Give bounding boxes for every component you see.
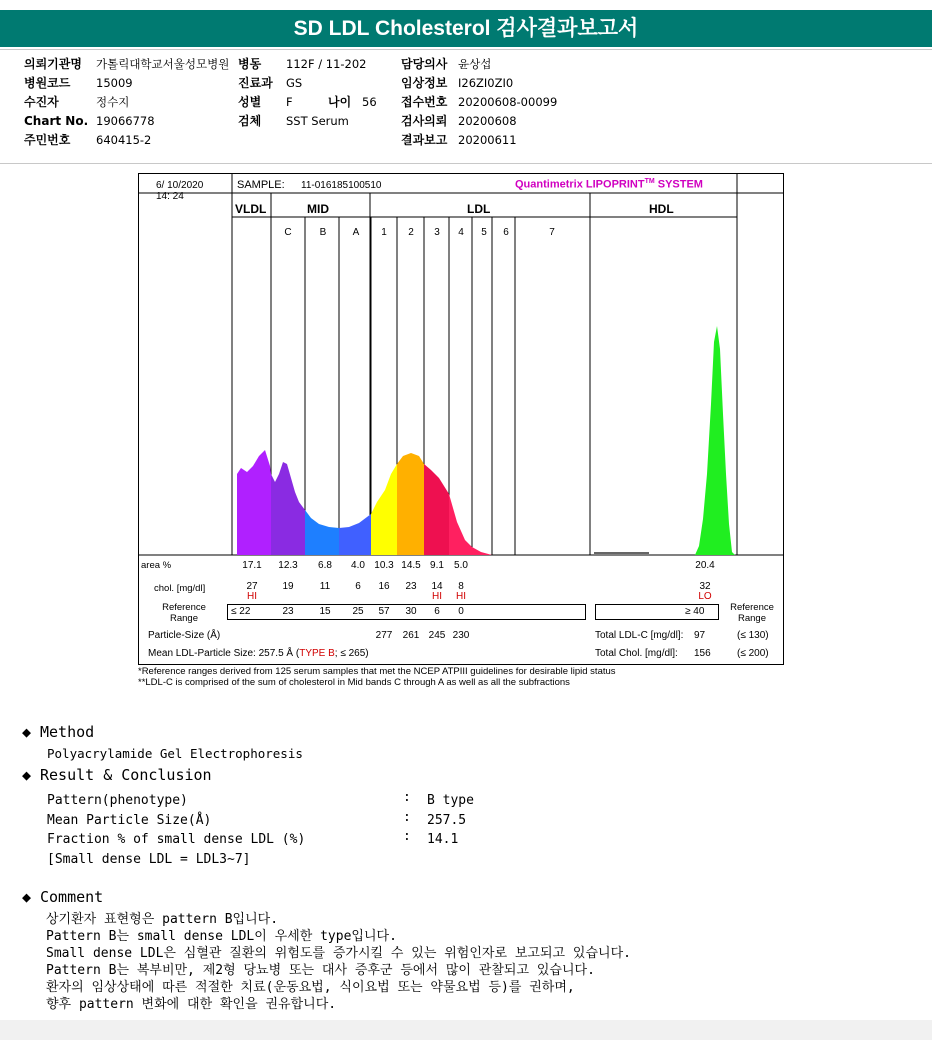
band-label: 7	[549, 227, 555, 238]
hdl-peak	[695, 326, 735, 555]
zone-mid: MID	[307, 202, 329, 216]
info-row: 접수번호 20200608-00099	[401, 95, 558, 109]
reference-label: Reference Range	[162, 602, 206, 624]
info-row: 수진자 정수지	[24, 95, 130, 109]
comment-heading: ◆ Comment	[22, 888, 104, 906]
band-label: 4	[458, 227, 464, 238]
particle-value: 245	[428, 630, 446, 641]
area-value: 10.3	[374, 560, 394, 571]
vldl-peak	[237, 450, 271, 555]
reference-label-right: Reference Range	[730, 602, 774, 624]
page-title: SD LDL Cholesterol 검사결과보고서	[0, 10, 932, 47]
info-row: 임상정보 I26ZI0ZI0	[401, 76, 514, 90]
ref-value: 0	[458, 606, 464, 617]
band-label: C	[284, 227, 292, 238]
hi-flag: HI	[432, 591, 442, 602]
ref-value: ≤ 22	[231, 606, 251, 617]
sample-id: 11-016185100510	[301, 180, 382, 191]
particle-size-label: Particle-Size (Å)	[148, 630, 221, 641]
comment-line: Pattern B는 small dense LDL이 우세한 type입니다.	[46, 929, 397, 944]
comment-line: Small dense LDL은 심혈관 질환의 위험도를 증가시킬 수 있는 위험인자로 보고되고 있습니다.	[46, 946, 631, 961]
band-label: 3	[434, 227, 440, 238]
method-heading: ◆ Method	[22, 723, 95, 741]
zone-hdl: HDL	[649, 202, 674, 216]
diamond-icon: ◆	[22, 723, 32, 741]
chol-value: 6	[355, 581, 361, 592]
area-row-label: area %	[141, 560, 172, 571]
total-ldl-c-value: 97	[694, 630, 706, 641]
mean-ldl-size: Mean LDL-Particle Size: 257.5 Å (TYPE B; ≤ 265)	[148, 648, 369, 659]
particle-value: 277	[375, 630, 393, 641]
total-ldl-c-label: Total LDL-C [mg/dl]:	[595, 630, 684, 641]
mid-b-peak	[305, 510, 339, 555]
header-col-3	[401, 55, 557, 150]
footnote: **LDL-C is comprised of the sum of cholesterol in Mid bands C through A as well as all the subfractions	[138, 677, 570, 688]
header-col-2	[238, 55, 377, 131]
method-text: Polyacrylamide Gel Electrophoresis	[47, 746, 303, 761]
info-row: 검사의뢰 20200608	[401, 114, 517, 128]
area-value: 14.5	[401, 560, 421, 571]
area-value: 6.8	[318, 560, 332, 571]
total-ldl-c-range: (≤ 130)	[737, 630, 769, 641]
comment-line: 향후 pattern 변화에 대한 확인을 권유합니다.	[46, 997, 337, 1012]
diamond-icon: ◆	[22, 766, 32, 784]
ref-value: 15	[319, 606, 331, 617]
diamond-icon: ◆	[22, 888, 32, 906]
info-row: 병원코드 15009	[24, 76, 133, 90]
hi-flag: HI	[247, 591, 257, 602]
header-col-1	[24, 55, 229, 150]
hi-flag: HI	[456, 591, 466, 602]
divider	[0, 163, 932, 164]
total-chol-value: 156	[694, 648, 711, 659]
chol-value: 19	[282, 581, 294, 592]
ref-value: 57	[378, 606, 390, 617]
ref-value: 23	[282, 606, 294, 617]
comment-line: 상기환자 표현형은 pattern B입니다.	[46, 912, 279, 927]
area-value: 5.0	[454, 560, 468, 571]
lo-flag: LO	[698, 591, 712, 602]
sample-label: SAMPLE:	[237, 179, 285, 191]
area-value: 9.1	[430, 560, 444, 571]
result-colon: :	[403, 829, 411, 844]
info-row: 검체 SST Serum	[238, 114, 349, 128]
info-row: 성별 F 나이 56	[238, 95, 377, 109]
result-key: Fraction % of small dense LDL (%)	[47, 832, 306, 847]
ref-value: 25	[352, 606, 364, 617]
report-date: 6/ 10/2020	[156, 180, 204, 191]
area-value: 17.1	[242, 560, 262, 571]
ldl4-peak	[449, 494, 472, 555]
info-row: 의뢰기관명 가톨릭대학교서울성모병원	[24, 57, 230, 71]
ref-value: ≥ 40	[685, 606, 705, 617]
result-colon: :	[403, 790, 411, 805]
result-key: Mean Particle Size(Å)	[47, 813, 212, 828]
result-note: [Small dense LDL = LDL3~7]	[47, 852, 251, 867]
chol-value: 11	[319, 581, 331, 592]
result-value: 14.1	[427, 832, 459, 847]
result-value: B type	[427, 793, 474, 808]
chol-value: 32	[699, 581, 711, 592]
mid-c-peak	[271, 462, 305, 555]
total-chol-label: Total Chol. [mg/dl]:	[595, 648, 678, 659]
lipoprint-report	[138, 173, 784, 665]
band-label: B	[319, 227, 327, 238]
result-colon: :	[403, 810, 411, 825]
area-value: 4.0	[351, 560, 365, 571]
info-row: 병동 112F / 11-202	[238, 57, 367, 71]
band-label: 2	[408, 227, 414, 238]
area-value: 12.3	[278, 560, 298, 571]
band-label: 6	[503, 227, 509, 238]
comment-line: 환자의 임상상태에 따른 적절한 치료(운동요법, 식이요법 또는 약물요법 등)를 권하며,	[46, 980, 575, 995]
zone-ldl: LDL	[467, 202, 491, 216]
ldl1-peak	[371, 464, 397, 555]
info-row: 진료과 GS	[238, 76, 303, 90]
info-row: 결과보고 20200611	[401, 133, 517, 147]
chol-value: 14	[431, 581, 443, 592]
brand-logo: Quantimetrix LIPOPRINT™ SYSTEM	[515, 178, 703, 191]
divider	[0, 49, 932, 50]
result-value: 257.5	[427, 813, 467, 828]
ref-value: 30	[405, 606, 417, 617]
ldl5-peak	[472, 547, 492, 555]
band-label: 1	[381, 227, 387, 238]
band-label: A	[352, 227, 360, 238]
chol-value: 8	[458, 581, 464, 592]
comment-line: Pattern B는 복부비만, 제2형 당뇨병 또는 대사 증후군 등에서 많이 관찰되고 있습니다.	[46, 963, 595, 978]
mid-a-peak	[339, 514, 371, 555]
total-chol-range: (≤ 200)	[737, 648, 769, 659]
ldl3-peak	[424, 464, 449, 555]
info-row: Chart No. 19066778	[24, 114, 155, 128]
footnote: *Reference ranges derived from 125 serum samples that met the NCEP ATPIII guidelines for desirable lipid status	[138, 666, 616, 677]
chol-value: 16	[378, 581, 390, 592]
result-heading: ◆ Result & Conclusion	[22, 766, 212, 784]
ref-value: 6	[434, 606, 440, 617]
chol-row-label: chol. [mg/dl]	[154, 583, 206, 594]
zone-vldl: VLDL	[235, 202, 267, 216]
area-value: 20.4	[695, 560, 715, 571]
ldl2-peak	[397, 453, 424, 555]
band-label: 5	[481, 227, 487, 238]
info-row: 담당의사 윤상섭	[401, 57, 492, 71]
particle-value: 261	[402, 630, 420, 641]
report-time: 14: 24	[156, 191, 184, 202]
particle-value: 230	[452, 630, 470, 641]
chol-value: 23	[405, 581, 417, 592]
result-key: Pattern(phenotype)	[47, 793, 188, 808]
chol-value: 27	[246, 581, 258, 592]
info-row: 주민번호 640415-2	[24, 133, 152, 147]
